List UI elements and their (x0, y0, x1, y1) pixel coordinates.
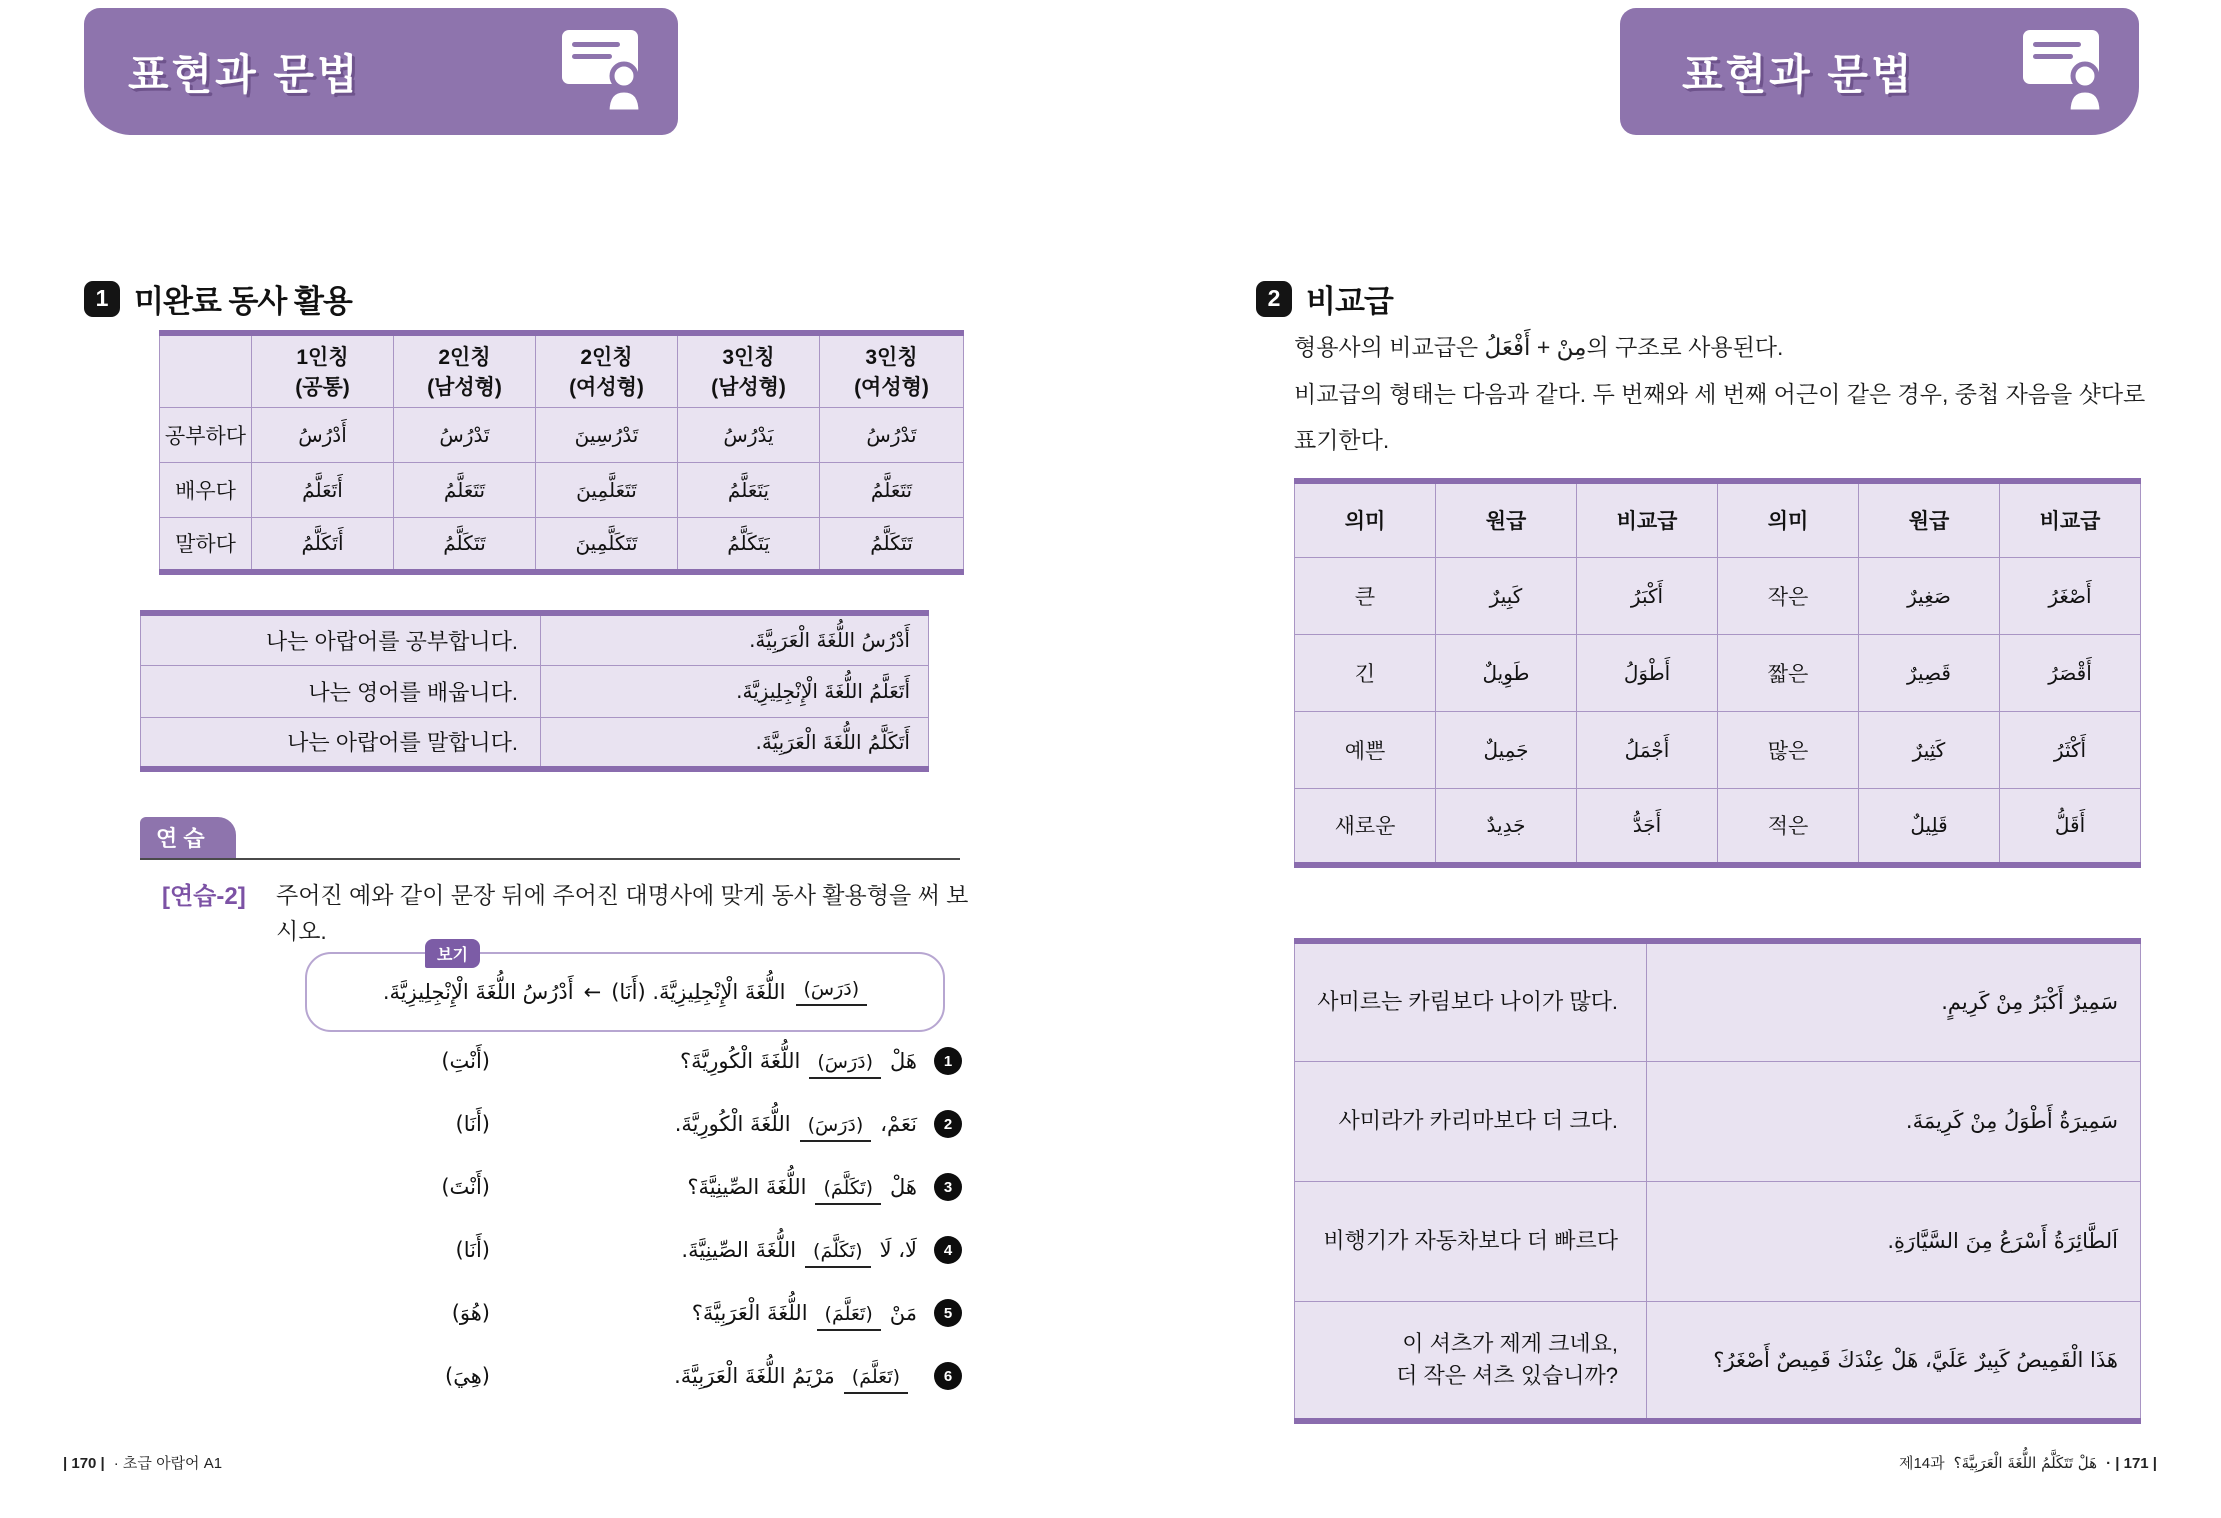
comparative-form: أَقْصَرُ (2000, 634, 2141, 711)
table-row (1295, 1181, 2141, 1301)
meaning: 긴 (1295, 634, 1436, 711)
comparative-form: أَصْغَرُ (2000, 557, 2141, 634)
verb-korean: 말하다 (160, 517, 252, 572)
table-row (1295, 557, 2141, 634)
verb-root-blank: (تَعَلَّمَ) (817, 1303, 881, 1331)
conjugation-table (159, 330, 964, 575)
example-box-badge: 보기 (425, 939, 480, 968)
left-page-banner (84, 8, 678, 135)
conjugation-header-3pm: 3인칭 (남성형) (678, 333, 820, 407)
table-row (141, 665, 929, 717)
item-number-badge: 2 (934, 1110, 962, 1138)
sentence-arabic: اَلطَّائِرَةُ أَسْرَعُ مِنَ السَّيَّارَةِ. (1647, 1181, 2141, 1301)
table-row (141, 613, 929, 665)
sentence-korean: 이 셔츠가 제게 크네요, 더 작은 셔츠 있습니까? (1295, 1301, 1647, 1421)
verb-form: يَتَكَلَّمُ (678, 517, 820, 572)
exercise-sentence: لَا، لَا(تَكَلَّمَ)اللُّغَةَ الصِّينِيَّةَ. (510, 1238, 934, 1262)
example-question: اللُّغَةَ الْإِنْجِلِيزِيَّةَ. (أَنَا) (611, 980, 786, 1004)
verb-korean: 공부하다 (160, 407, 252, 462)
item-number-badge: 3 (934, 1173, 962, 1201)
sentence-korean: 사미르는 카림보다 나이가 많다. (1295, 941, 1647, 1061)
verb-korean: 배우다 (160, 462, 252, 517)
verb-form: تَدْرُسِينَ (536, 407, 678, 462)
verb-form: يَدْرُسُ (678, 407, 820, 462)
meaning: 큰 (1295, 557, 1436, 634)
list-item (330, 1101, 962, 1147)
meaning: 많은 (1718, 711, 1859, 788)
verb-root-blank: (دَرَسَ) (796, 978, 868, 1006)
verb-form: تَتَكَلَّمُ (820, 517, 964, 572)
intro-line-2: 비교급의 형태는 다음과 같다. 두 번째와 세 번째 어근이 같은 경우, 중첩 자음을 샷다로 표기한다. (1294, 381, 2146, 453)
pronoun-hint: (هُوَ) (451, 1301, 490, 1325)
example-arabic: أَتَكَلَّمُ اللُّغَةَ الْعَرَبِيَّةَ. (541, 717, 929, 769)
practice-divider-line (140, 858, 960, 860)
conjugation-header-1p: 1인칭 (공통) (252, 333, 394, 407)
meaning: 새로운 (1295, 788, 1436, 865)
pronoun-hint: (أَنَا) (455, 1238, 490, 1262)
item-number-badge: 1 (934, 1047, 962, 1075)
page-number: · | 171 | (2106, 1455, 2157, 1472)
example-korean: 나는 아랍어를 말합니다. (141, 717, 541, 769)
list-item (330, 1038, 962, 1084)
comparative-form: أَجْمَلُ (1577, 711, 1718, 788)
intro-line-1: 형용사의 비교급은 أَفْعَلُ + مِنْ의 구조로 사용된다. (1294, 334, 1784, 361)
sentence-korean: 비행기가 자동차보다 더 빠르다 (1295, 1181, 1647, 1301)
arabic-preposition: مِنْ (1556, 335, 1587, 361)
verb-form: تَتَعَلَّمُ (394, 462, 536, 517)
column-header: 비교급 (2000, 481, 2141, 557)
verb-form: تَتَكَلَّمُ (394, 517, 536, 572)
list-item (330, 1164, 962, 1210)
example-arabic: أَتَعَلَّمُ اللُّغَةَ الْإِنْجِلِيزِيَّةَ. (541, 665, 929, 717)
example-box (305, 947, 945, 1032)
chapter-label: 제14과 (1898, 1455, 1945, 1472)
section-1-heading (84, 276, 352, 321)
list-item (330, 1290, 962, 1336)
meaning: 예쁜 (1295, 711, 1436, 788)
verb-root-blank: (تَكَلَّمَ) (815, 1177, 881, 1205)
meaning: 작은 (1718, 557, 1859, 634)
example-box-sentence (307, 954, 943, 1030)
example-sentence-table (140, 610, 929, 772)
book-title: · 초급 아랍어 A1 (113, 1455, 223, 1472)
sentence-arabic: سَمِيرَةُ أَطْوَلُ مِنْ كَرِيمَةَ. (1647, 1061, 2141, 1181)
exercise-instruction: 주어진 예와 같이 문장 뒤에 주어진 대명사에 맞게 동사 활용형을 써 보시오. (276, 882, 969, 944)
base-form: قَصِيرٌ (1859, 634, 2000, 711)
exercise-sentence: نَعَمْ،(دَرَسَ)اللُّغَةَ الْكُورِيَّةَ. (510, 1112, 934, 1136)
table-row (1295, 1301, 2141, 1421)
comparative-header-row (1295, 481, 2141, 557)
sentence-arabic: هَذَا الْقَمِيصُ كَبِيرٌ عَلَيَّ، هَلْ عِنْدَكَ قَمِيصٌ أَصْغَرُ؟ (1647, 1301, 2141, 1421)
verb-root-blank: (دَرَسَ) (809, 1051, 881, 1079)
comparative-intro (1294, 324, 2160, 463)
list-item (330, 1353, 962, 1399)
table-row (1295, 711, 2141, 788)
comparison-sentence-table (1294, 938, 2141, 1424)
page-number: | 170 | (63, 1455, 105, 1472)
verb-form: أَتَكَلَّمُ (252, 517, 394, 572)
list-item (330, 1227, 962, 1273)
verb-root-blank: (تَكَلَّمَ) (805, 1240, 871, 1268)
exercise-label: [연습-2] (162, 883, 246, 910)
right-page-banner (1620, 8, 2139, 135)
column-header: 비교급 (1577, 481, 1718, 557)
presentation-board-icon (2021, 28, 2113, 117)
comparative-form: أَطْوَلُ (1577, 634, 1718, 711)
exercise-items (330, 1038, 962, 1416)
conjugation-header-empty (160, 333, 252, 407)
arrow-left-icon: ← (583, 980, 602, 1004)
table-row (1295, 788, 2141, 865)
item-number-badge: 6 (934, 1362, 962, 1390)
section-2-number-badge: 2 (1256, 281, 1292, 317)
table-row (160, 462, 964, 517)
exercise-sentence: مَنْ(تَعَلَّمَ)اللُّغَةَ الْعَرَبِيَّةَ؟ (510, 1301, 934, 1325)
section-1-title: 미완료 동사 활용 (134, 284, 352, 319)
verb-form: يَتَعَلَّمُ (678, 462, 820, 517)
right-page-footer (1899, 1452, 2157, 1473)
conjugation-header-3pf: 3인칭 (여성형) (820, 333, 964, 407)
verb-root-blank: (دَرَسَ) (800, 1114, 872, 1142)
arabic-pattern: أَفْعَلُ (1484, 335, 1531, 361)
table-row (1295, 634, 2141, 711)
verb-form: تَتَعَلَّمِينَ (536, 462, 678, 517)
verb-form: أَتَعَلَّمُ (252, 462, 394, 517)
table-row (1295, 1061, 2141, 1181)
column-header: 의미 (1718, 481, 1859, 557)
example-answer: أَدْرُسُ اللُّغَةَ الْإِنْجِلِيزِيَّةَ. (382, 980, 574, 1004)
verb-root-blank: (تَعَلَّمَ) (844, 1366, 908, 1394)
table-row (141, 717, 929, 769)
section-2-heading (1256, 276, 1393, 321)
practice-tab: 연 습 (140, 817, 236, 858)
chapter-title-arabic: هَلْ تَتَكَلَّمُ اللُّغَةَ الْعَرَبِيَّةَ؟ (1953, 1454, 2098, 1472)
conjugation-header-2pf: 2인칭 (여성형) (536, 333, 678, 407)
base-form: طَوِيلٌ (1436, 634, 1577, 711)
pronoun-hint: (أَنْتِ) (441, 1049, 490, 1073)
meaning: 짧은 (1718, 634, 1859, 711)
pronoun-hint: (هِيَ) (445, 1364, 490, 1388)
exercise-sentence: هَلْ(تَكَلَّمَ)اللُّغَةَ الصِّينِيَّةَ؟ (510, 1175, 934, 1199)
exercise-sentence: هَلْ(دَرَسَ)اللُّغَةَ الْكُورِيَّةَ؟ (510, 1049, 934, 1073)
base-form: كَبِيرٌ (1436, 557, 1577, 634)
verb-form: تَدْرُسُ (394, 407, 536, 462)
comparative-form: أَكْبَرُ (1577, 557, 1718, 634)
section-1-number-badge: 1 (84, 281, 120, 317)
sentence-korean: 사미라가 카리마보다 더 크다. (1295, 1061, 1647, 1181)
meaning: 적은 (1718, 788, 1859, 865)
conjugation-header-2pm: 2인칭 (남성형) (394, 333, 536, 407)
item-number-badge: 5 (934, 1299, 962, 1327)
left-page-footer (63, 1452, 222, 1473)
column-header: 원급 (1436, 481, 1577, 557)
pronoun-hint: (أَنَا) (455, 1112, 490, 1136)
comparative-table (1294, 478, 2141, 868)
verb-form: أَدْرُسُ (252, 407, 394, 462)
left-banner-title: 표현과 문법 (128, 50, 361, 98)
verb-form: تَدْرُسُ (820, 407, 964, 462)
table-row (160, 517, 964, 572)
right-banner-title: 표현과 문법 (1682, 50, 1915, 98)
exercise-sentence: (تَعَلَّمَ)مَرْيَمُ اللُّغَةَ الْعَرَبِيَّةَ. (510, 1364, 934, 1388)
comparative-form: أَقَلُّ (2000, 788, 2141, 865)
base-form: جَمِيلٌ (1436, 711, 1577, 788)
conjugation-header-row (160, 333, 964, 407)
item-number-badge: 4 (934, 1236, 962, 1264)
sentence-arabic: سَمِيرٌ أَكْبَرُ مِنْ كَرِيمٍ. (1647, 941, 2141, 1061)
comparative-form: أَجَدُّ (1577, 788, 1718, 865)
section-2-title: 비교급 (1306, 284, 1393, 319)
verb-form: تَتَعَلَّمُ (820, 462, 964, 517)
column-header: 의미 (1295, 481, 1436, 557)
base-form: كَثِيرٌ (1859, 711, 2000, 788)
column-header: 원급 (1859, 481, 2000, 557)
example-korean: 나는 아랍어를 공부합니다. (141, 613, 541, 665)
table-row (1295, 941, 2141, 1061)
verb-form: تَتَكَلَّمِينَ (536, 517, 678, 572)
base-form: قَلِيلٌ (1859, 788, 2000, 865)
pronoun-hint: (أَنْتَ) (441, 1175, 490, 1199)
comparative-form: أَكْثَرُ (2000, 711, 2141, 788)
presentation-board-icon (560, 28, 652, 117)
example-arabic: أَدْرُسُ اللُّغَةَ الْعَرَبِيَّةَ. (541, 613, 929, 665)
base-form: صَغِيرٌ (1859, 557, 2000, 634)
table-row (160, 407, 964, 462)
base-form: جَدِيدٌ (1436, 788, 1577, 865)
example-korean: 나는 영어를 배웁니다. (141, 665, 541, 717)
